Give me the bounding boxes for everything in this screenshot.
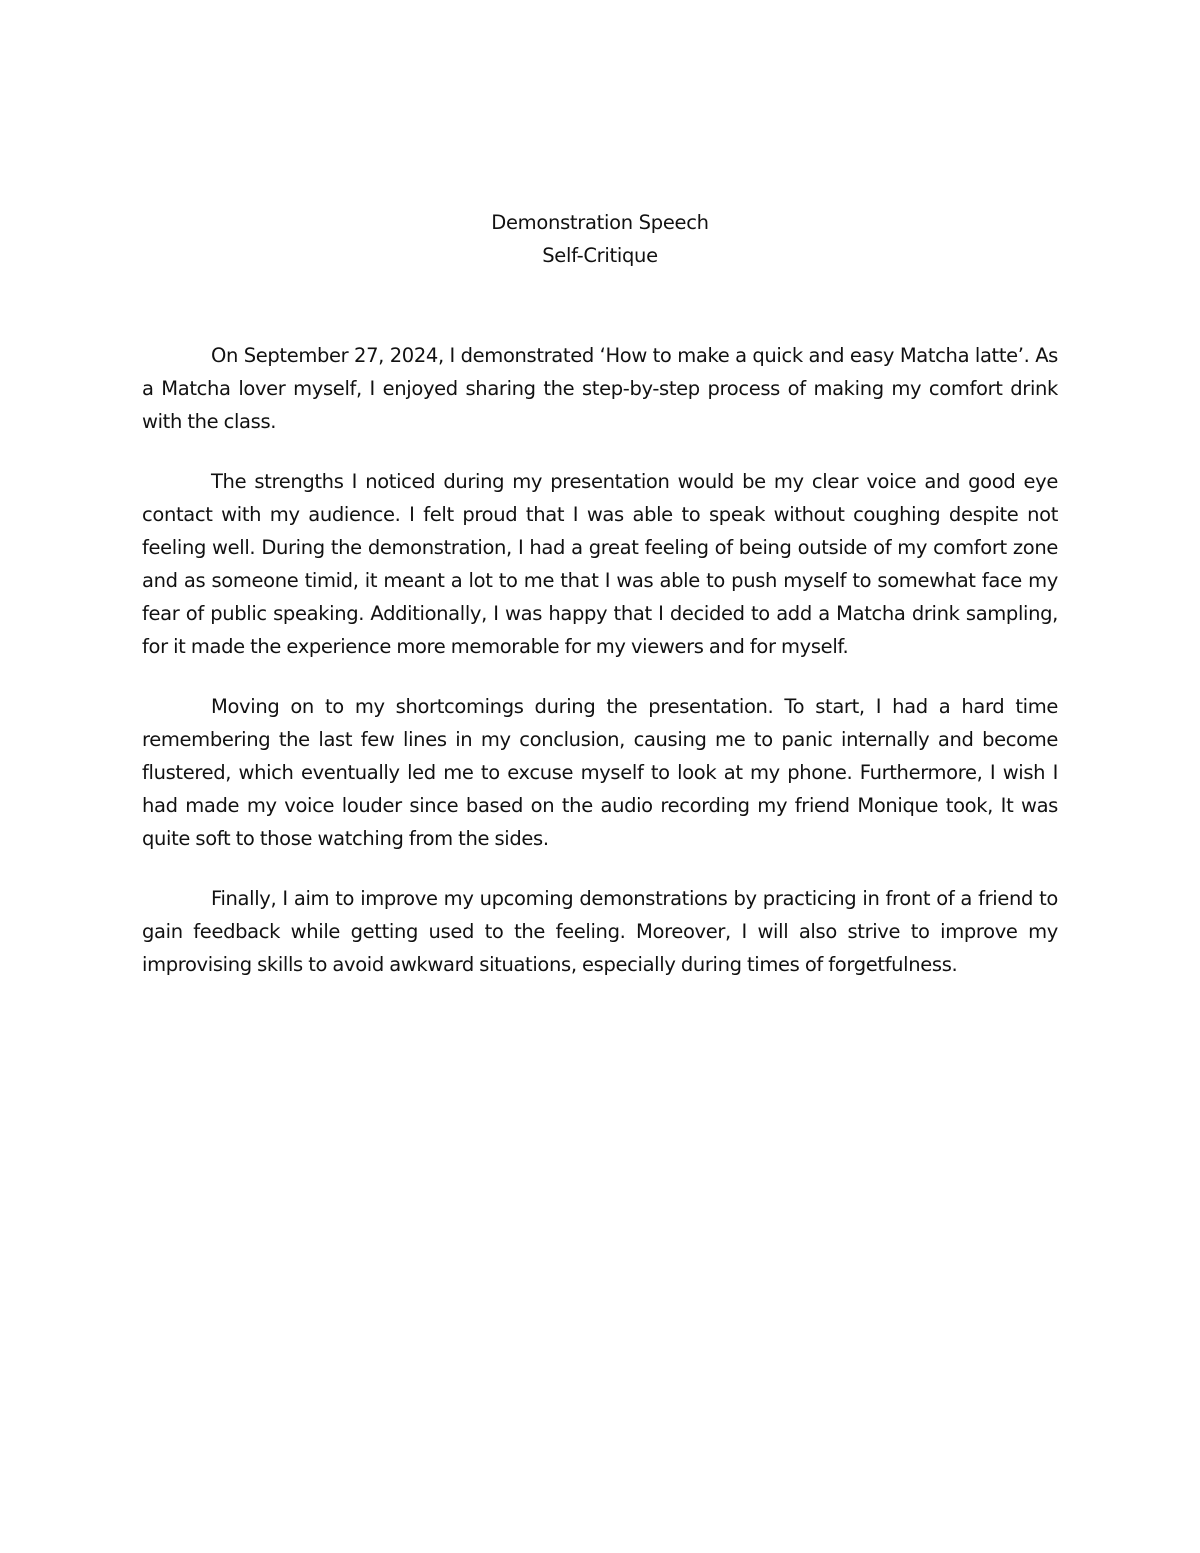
document-title: Demonstration Speech xyxy=(491,211,709,234)
document-body xyxy=(142,339,1058,1008)
paragraph-intro: On September 27, 2024, I demonstrated ‘How to make a quick and easy Matcha latte’. As a Matcha lover myself, I enjoyed sharing the step-by-step process of making my comfort drink with the class. xyxy=(142,344,1058,433)
paragraph-shortcomings: Moving on to my shortcomings during the presentation. To start, I had a hard time remembering the last few lines in my conclusion, causing me to panic internally and become flustered, which eventually led me to excuse myself to look at my phone. Furthermore, I wish I had made my voice louder since based on the audio recording my friend Monique took, It was quite soft to those watching from the sides. xyxy=(142,695,1058,850)
document-subtitle: Self-Critique xyxy=(542,244,658,267)
title-block xyxy=(0,206,1200,272)
paragraph-strengths: The strengths I noticed during my presentation would be my clear voice and good eye contact with my audience. I felt proud that I was able to speak without coughing despite not feeling well. During the demonstration, I had a great feeling of being outside of my comfort zone and as someone timid, it meant a lot to me that I was able to push myself to somewhat face my fear of public speaking. Additionally, I was happy that I decided to add a Matcha drink sampling, for it made the experience more memorable for my viewers and for myself. xyxy=(142,470,1058,658)
paragraph-improvements: Finally, I aim to improve my upcoming demonstrations by practicing in front of a friend to gain feedback while getting used to the feeling. Moreover, I will also strive to improve my improvising skills to avoid awkward situations, especially during times of forgetfulness. xyxy=(142,887,1058,976)
